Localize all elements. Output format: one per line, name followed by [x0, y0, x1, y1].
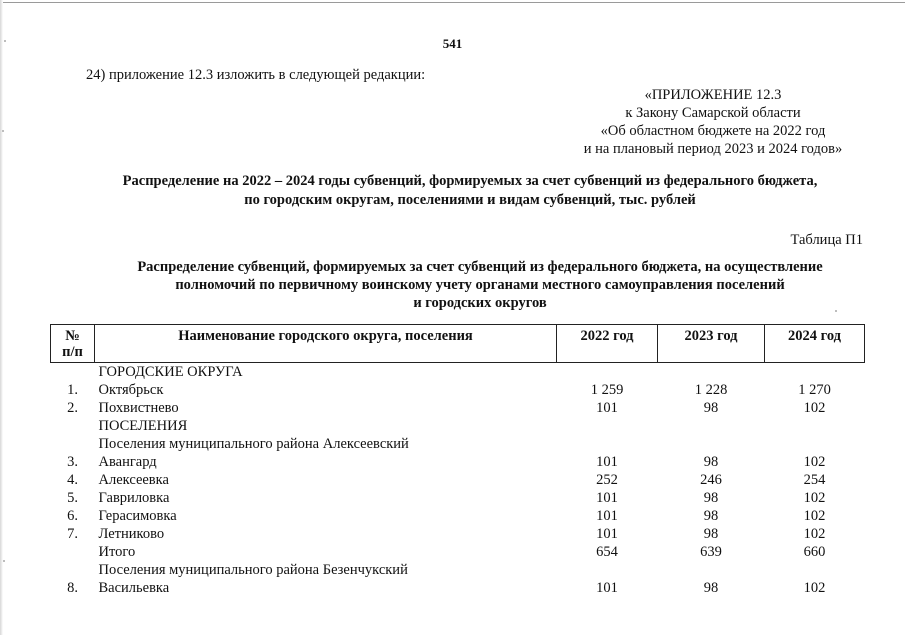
row-2022-cell	[557, 435, 658, 453]
row-2023-cell	[658, 363, 765, 382]
row-2023-cell: 98	[703, 454, 719, 470]
appendix-heading	[520, 86, 905, 158]
row-2023-cell: 98	[703, 526, 719, 542]
main-title-line-2: по городским округам, поселениями и видам субвенций, тыс. рублей	[244, 192, 696, 208]
header-2022: 2022 год	[557, 325, 658, 363]
row-2024-cell	[765, 363, 865, 382]
row-name-cell: ГОРОДСКИЕ ОКРУГА	[98, 364, 243, 380]
row-number-cell: 6.	[67, 508, 78, 524]
header-name: Наименование городского округа, поселения	[95, 325, 557, 363]
row-name-cell: Герасимовка	[98, 508, 177, 524]
row-name-cell: Авангард	[98, 454, 157, 470]
main-title	[40, 172, 900, 210]
row-number-cell	[51, 417, 95, 435]
row-2022-cell: 654	[596, 544, 618, 560]
row-2023-cell: 246	[700, 472, 722, 488]
row-2023-cell	[658, 435, 765, 453]
row-2022-cell: 101	[596, 508, 618, 524]
table-body	[51, 363, 865, 598]
row-2022-cell: 252	[596, 472, 618, 488]
row-2022-cell: 1 259	[590, 382, 624, 398]
row-number-cell	[51, 363, 95, 382]
row-2024-cell: 660	[803, 544, 826, 560]
subvention-table	[50, 324, 865, 597]
row-name-cell: ПОСЕЛЕНИЯ	[98, 418, 188, 434]
table-row	[51, 543, 865, 561]
scan-speck	[835, 310, 837, 312]
row-2023-cell: 98	[703, 580, 719, 596]
row-2023-cell: 98	[703, 490, 719, 506]
table-title-line-3: и городских округов	[413, 295, 547, 311]
amendment-instruction: 24) приложение 12.3 изложить в следующей редакции:	[86, 67, 426, 83]
table-row	[51, 525, 865, 543]
row-2024-cell: 102	[803, 580, 826, 596]
row-2024-cell: 102	[803, 454, 826, 470]
row-2023-cell: 98	[703, 508, 719, 524]
table-header-row	[51, 325, 865, 363]
row-2022-cell: 101	[596, 454, 618, 470]
header-number	[51, 325, 95, 363]
row-name-cell: Гавриловка	[98, 490, 170, 506]
table-row	[51, 471, 865, 489]
row-2024-cell: 102	[803, 400, 826, 416]
scan-speck	[2, 130, 4, 132]
row-2023-cell	[658, 417, 765, 435]
row-2024-cell	[765, 435, 865, 453]
appendix-line-1: «ПРИЛОЖЕНИЕ 12.3	[644, 87, 782, 103]
row-2024-cell	[765, 561, 865, 579]
row-2023-cell: 98	[703, 400, 719, 416]
table-row	[51, 507, 865, 525]
row-number-cell: 3.	[67, 454, 78, 470]
row-2024-cell: 102	[803, 490, 826, 506]
row-name-cell: Поселения муниципального района Алексеевский	[98, 436, 409, 452]
scan-speck	[4, 40, 6, 42]
table-title	[40, 258, 905, 312]
table-row	[51, 381, 865, 399]
row-2023-cell: 639	[700, 544, 722, 560]
appendix-line-4: и на плановый период 2023 и 2024 годов»	[583, 141, 843, 157]
header-2023: 2023 год	[658, 325, 765, 363]
row-name-cell: Итого	[98, 544, 136, 560]
page-top-edge	[0, 2, 905, 3]
row-2023-cell	[658, 561, 765, 579]
appendix-line-2: к Закону Самарской области	[625, 105, 801, 121]
row-name-cell: Похвистнево	[98, 400, 179, 416]
row-number-cell: 2.	[67, 400, 78, 416]
row-2023-cell: 1 228	[694, 382, 728, 398]
row-2022-cell: 101	[596, 400, 618, 416]
row-2024-cell: 102	[803, 526, 826, 542]
table-row	[51, 579, 865, 597]
row-name-cell: Октябрьск	[98, 382, 164, 398]
header-number-line-1: №	[65, 328, 80, 344]
table-row	[51, 417, 865, 435]
row-number-cell: 5.	[67, 490, 78, 506]
row-number-cell	[51, 543, 95, 561]
row-number-cell: 8.	[67, 580, 78, 596]
row-number-cell: 7.	[67, 526, 78, 542]
row-2022-cell	[557, 363, 658, 382]
table-header	[51, 325, 865, 363]
page-number: 541	[442, 36, 463, 51]
row-2024-cell	[765, 417, 865, 435]
row-2022-cell	[557, 561, 658, 579]
scan-speck	[3, 560, 5, 562]
row-name-cell: Летниково	[98, 526, 165, 542]
table-row	[51, 363, 865, 382]
row-2024-cell: 1 270	[798, 382, 831, 398]
header-2024: 2024 год	[765, 325, 865, 363]
table-title-line-1: Распределение субвенций, формируемых за счет субвенций из федерального бюджета, на осуществление	[137, 259, 823, 275]
row-2022-cell	[557, 417, 658, 435]
row-name-cell: Алексеевка	[98, 472, 169, 488]
row-number-cell	[51, 561, 95, 579]
row-2022-cell: 101	[596, 526, 618, 542]
row-2024-cell: 102	[803, 508, 826, 524]
header-number-line-2: п/п	[62, 344, 83, 360]
row-name-cell: Поселения муниципального района Безенчукский	[98, 562, 408, 578]
table-row	[51, 561, 865, 579]
row-2022-cell: 101	[596, 580, 618, 596]
row-number-cell	[51, 435, 95, 453]
table-label: Таблица П1	[790, 232, 863, 248]
table-row	[51, 453, 865, 471]
scan-left-edge	[0, 0, 3, 635]
row-number-cell: 1.	[67, 382, 78, 398]
row-number-cell: 4.	[67, 472, 78, 488]
main-title-line-1: Распределение на 2022 – 2024 годы субвенций, формируемых за счет субвенций из федерального бюджета,	[122, 173, 818, 189]
table-row	[51, 435, 865, 453]
table-row	[51, 489, 865, 507]
row-2024-cell: 254	[803, 472, 826, 488]
table-row	[51, 399, 865, 417]
row-2022-cell: 101	[596, 490, 618, 506]
row-name-cell: Васильевка	[98, 580, 170, 596]
appendix-line-3: «Об областном бюджете на 2022 год	[600, 123, 826, 139]
table-title-line-2: полномочий по первичному воинскому учету органами местного самоуправления поселений	[175, 277, 785, 293]
